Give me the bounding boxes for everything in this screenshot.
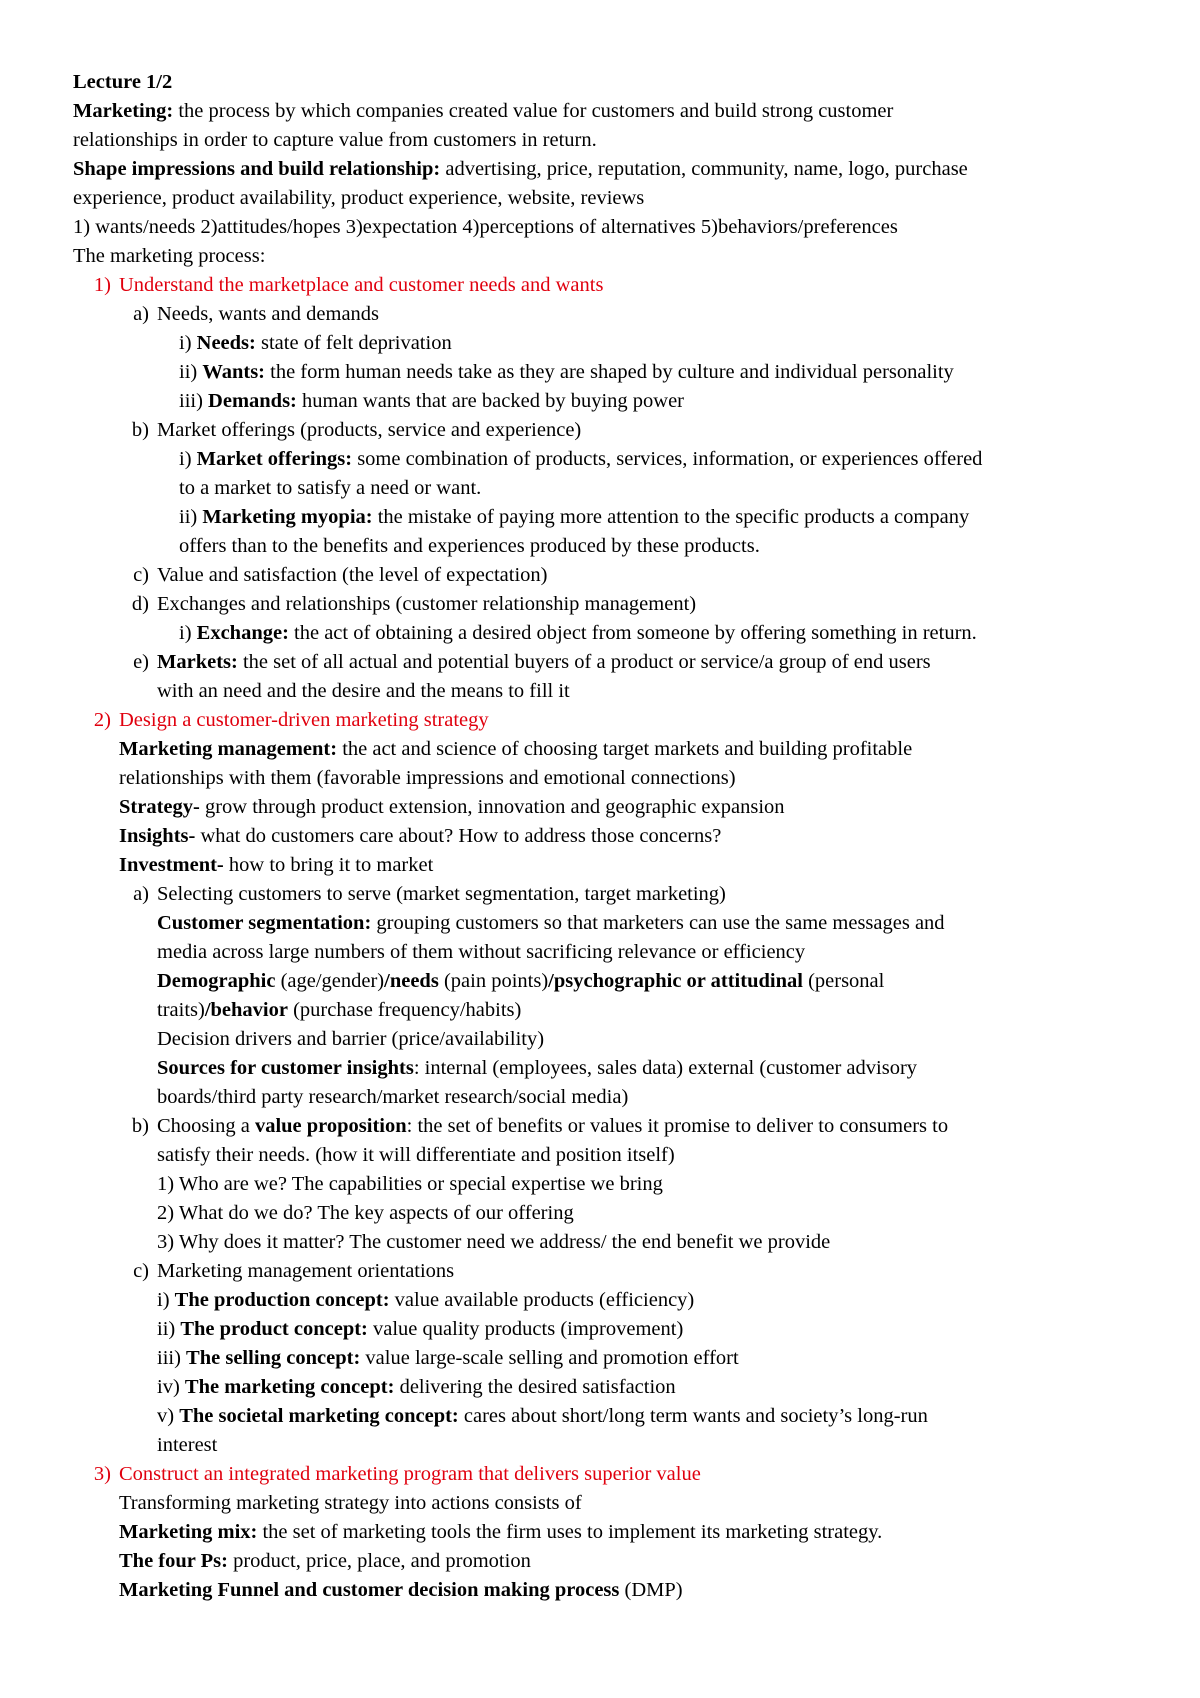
decision-drivers-line: Decision drivers and barrier (price/availability): [157, 1028, 545, 1050]
investment-line: Investment- how to bring it to market: [119, 854, 434, 876]
value-proposition-line-2: satisfy their needs. (how it will differentiate and position itself): [157, 1144, 675, 1166]
marketing-funnel-line: Marketing Funnel and customer decision making process (DMP): [119, 1579, 683, 1601]
five-factors-line: 1) wants/needs 2)attitudes/hopes 3)expectation 4)perceptions of alternatives 5)behaviors/preferences: [73, 216, 898, 238]
needs-definition: i) Needs: state of felt deprivation: [179, 332, 452, 354]
market-offerings-line-2: to a market to satisfy a need or want.: [179, 477, 482, 499]
insights-line: Insights- what do customers care about? How to address those concerns?: [119, 825, 722, 847]
section-2a-item: a) Selecting customers to serve (market segmentation, target marketing): [133, 883, 726, 905]
customer-insights-sources-line-1: Sources for customer insights: internal (employees, sales data) external (customer advisory: [157, 1057, 918, 1079]
marketing-process-heading: The marketing process:: [73, 245, 266, 267]
section-1d-item: d) Exchanges and relationships (customer relationship management): [131, 593, 697, 615]
section-1e-item: e) Markets: the set of all actual and potential buyers of a product or service/a group of end users: [133, 651, 931, 673]
selling-concept-line: iii) The selling concept: value large-scale selling and promotion effort: [157, 1347, 739, 1369]
value-proposition-question-2: 2) What do we do? The key aspects of our offering: [157, 1202, 574, 1224]
customer-segmentation-line-2: media across large numbers of them without sacrificing relevance or efficiency: [157, 941, 806, 963]
value-proposition-question-1: 1) Who are we? The capabilities or special expertise we bring: [157, 1173, 663, 1195]
societal-marketing-concept-line-1: v) The societal marketing concept: cares about short/long term wants and society’s long-run: [157, 1405, 928, 1427]
document-title: Lecture 1/2: [73, 71, 173, 93]
section-2b-item: b) Choosing a value proposition: the set of benefits or values it promise to deliver to consumers to: [131, 1115, 949, 1137]
shape-impressions-line-2: experience, product availability, product experience, website, reviews: [73, 187, 645, 209]
transforming-strategy-line: Transforming marketing strategy into actions consists of: [119, 1492, 582, 1514]
wants-definition: ii) Wants: the form human needs take as they are shaped by culture and individual personality: [179, 361, 954, 383]
marketing-mix-line: Marketing mix: the set of marketing tools the firm uses to implement its marketing strategy.: [119, 1521, 883, 1543]
market-offerings-line-1: i) Market offerings: some combination of products, services, information, or experiences offered: [179, 448, 983, 470]
customer-insights-sources-line-2: boards/third party research/market research/social media): [157, 1086, 629, 1108]
marketing-management-line-2: relationships with them (favorable impressions and emotional connections): [119, 767, 736, 789]
section-1-heading: 1) Understand the marketplace and customer needs and wants: [93, 274, 604, 296]
section-2-heading: 2) Design a customer-driven marketing strategy: [93, 709, 489, 731]
marketing-definition-line-1: Marketing: the process by which companies created value for customers and build strong customer: [73, 100, 894, 122]
value-proposition-question-3: 3) Why does it matter? The customer need we address/ the end benefit we provide: [157, 1231, 831, 1253]
marketing-myopia-line-2: offers than to the benefits and experiences produced by these products.: [179, 535, 760, 557]
segmentation-types-line-2: traits)/behavior (purchase frequency/habits): [157, 999, 522, 1021]
markets-definition-line-2: with an need and the desire and the means to fill it: [157, 680, 570, 702]
exchange-definition: i) Exchange: the act of obtaining a desired object from someone by offering something in return.: [179, 622, 977, 644]
marketing-definition-line-2: relationships in order to capture value from customers in return.: [73, 129, 597, 151]
production-concept-line: i) The production concept: value available products (efficiency): [157, 1289, 695, 1311]
four-ps-line: The four Ps: product, price, place, and promotion: [119, 1550, 531, 1572]
marketing-concept-line: iv) The marketing concept: delivering the desired satisfaction: [157, 1376, 676, 1398]
product-concept-line: ii) The product concept: value quality products (improvement): [157, 1318, 684, 1340]
section-2c-item: c) Marketing management orientations: [133, 1260, 455, 1282]
demands-definition: iii) Demands: human wants that are backed by buying power: [179, 390, 684, 412]
societal-marketing-concept-line-2: interest: [157, 1434, 218, 1456]
strategy-line: Strategy- grow through product extension, innovation and geographic expansion: [119, 796, 785, 818]
customer-segmentation-line-1: Customer segmentation: grouping customers so that marketers can use the same messages and: [157, 912, 945, 934]
section-1b-item: b) Market offerings (products, service and experience): [131, 419, 582, 441]
segmentation-types-line-1: Demographic (age/gender)/needs (pain points)/psychographic or attitudinal (personal: [157, 970, 885, 992]
section-3-heading: 3) Construct an integrated marketing program that delivers superior value: [93, 1463, 701, 1485]
marketing-myopia-line-1: ii) Marketing myopia: the mistake of paying more attention to the specific products a company: [179, 506, 970, 528]
shape-impressions-line-1: Shape impressions and build relationship: advertising, price, reputation, community, name, logo, purchase: [73, 158, 968, 180]
section-1a-item: a) Needs, wants and demands: [133, 303, 380, 325]
section-1c-item: c) Value and satisfaction (the level of expectation): [133, 564, 548, 586]
marketing-management-line-1: Marketing management: the act and science of choosing target markets and building profitable: [119, 738, 913, 760]
